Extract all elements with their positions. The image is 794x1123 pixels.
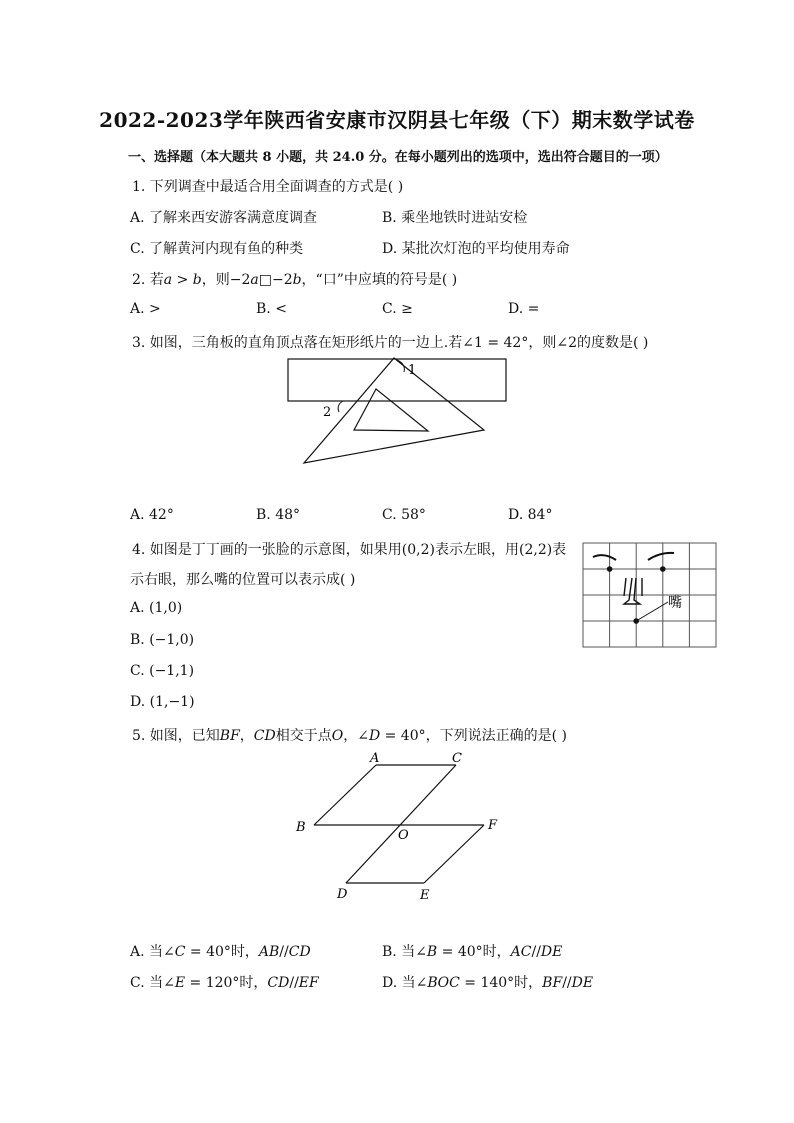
- q3-stem: 3. 如图，三角板的直角顶点落在矩形纸片的一边上.若∠1 = 42°，则∠2的度数是( ): [132, 335, 649, 351]
- q4-option-a: A. (1,0): [130, 600, 183, 616]
- q4-option-d: D. (1,−1): [130, 694, 195, 710]
- left-eye: [607, 566, 613, 572]
- q1-option-b: B. 乘坐地铁时进站安检: [382, 210, 528, 226]
- q2-option-a: A. >: [130, 301, 161, 317]
- mouth-label: 嘴: [668, 595, 682, 611]
- left-eyebrow: [593, 555, 616, 560]
- q5-option-c: C. 当∠𝐸 = 120°时，𝐶𝐷//𝐸𝐹: [130, 975, 319, 991]
- right-eyebrow: [648, 553, 674, 560]
- label-D: D: [337, 887, 348, 902]
- label-E: E: [420, 888, 430, 903]
- q1-option-c: C. 了解黄河内现有鱼的种类: [130, 241, 304, 257]
- q5-figure: [290, 748, 510, 908]
- label-F: F: [488, 818, 498, 833]
- q4-option-c: C. (−1,1): [130, 663, 195, 679]
- q1-stem: 1. 下列调查中最适合用全面调查的方式是( ): [132, 179, 404, 195]
- label-A: A: [370, 751, 380, 766]
- q2-option-d: D. =: [508, 301, 540, 317]
- q3-option-a: A. 42°: [130, 507, 174, 523]
- q5-option-a: A. 当∠𝐶 = 40°时，𝐴𝐵//𝐶𝐷: [130, 944, 311, 960]
- q2-stem: 2. 若𝑎 > 𝑏，则−2𝑎□−2𝑏，“口”中应填的符号是( ): [132, 272, 458, 288]
- label-B: B: [296, 820, 306, 835]
- right-eye: [660, 566, 666, 572]
- q4-option-b: B. (−1,0): [130, 632, 195, 648]
- angle1-label: 1: [408, 363, 417, 378]
- q1-option-a: A. 了解来西安游客满意度调查: [130, 210, 318, 226]
- page-title: 2022-2023学年陕西省安康市汉阴县七年级（下）期末数学试卷: [99, 108, 695, 132]
- section-heading: 一、选择题（本大题共 8 小题，共 24.0 分。在每小题列出的选项中，选出符合题目的一项）: [128, 150, 668, 165]
- nose: [624, 578, 642, 604]
- q5-stem: 5. 如图，已知𝐵𝐹，𝐶𝐷相交于点𝑂，∠𝐷 = 40°，下列说法正确的是( ): [132, 728, 567, 744]
- line-AB: [314, 765, 376, 825]
- angle2-label: 2: [323, 405, 332, 420]
- rectangle-paper: [288, 359, 506, 401]
- q4-stem-line1: 4. 如图是丁丁画的一张脸的示意图，如果用(0,2)表示左眼，用(2,2)表: [132, 542, 567, 558]
- q3-option-b: B. 48°: [256, 507, 301, 523]
- triangle-inner: [354, 389, 428, 431]
- angle2-arc: [338, 401, 343, 412]
- q4-face-grid: [580, 540, 720, 652]
- label-C: C: [452, 751, 462, 766]
- q3-option-d: D. 84°: [508, 507, 553, 523]
- q3-option-c: C. 58°: [382, 507, 426, 523]
- line-CD: [346, 765, 456, 883]
- q1-option-d: D. 某批次灯泡的平均使用寿命: [382, 241, 570, 257]
- q4-stem-line2: 示右眼，那么嘴的位置可以表示成( ): [130, 572, 356, 588]
- q2-option-b: B. <: [256, 301, 287, 317]
- label-O: O: [398, 828, 409, 843]
- line-EF: [424, 825, 484, 883]
- q2-option-c: C. ≥: [382, 301, 413, 317]
- q3-figure: [280, 352, 520, 472]
- q5-option-b: B. 当∠𝐵 = 40°时，𝐴𝐶//𝐷𝐸: [382, 944, 563, 960]
- q5-option-d: D. 当∠𝐵𝑂𝐶 = 140°时，𝐵𝐹//𝐷𝐸: [382, 975, 594, 991]
